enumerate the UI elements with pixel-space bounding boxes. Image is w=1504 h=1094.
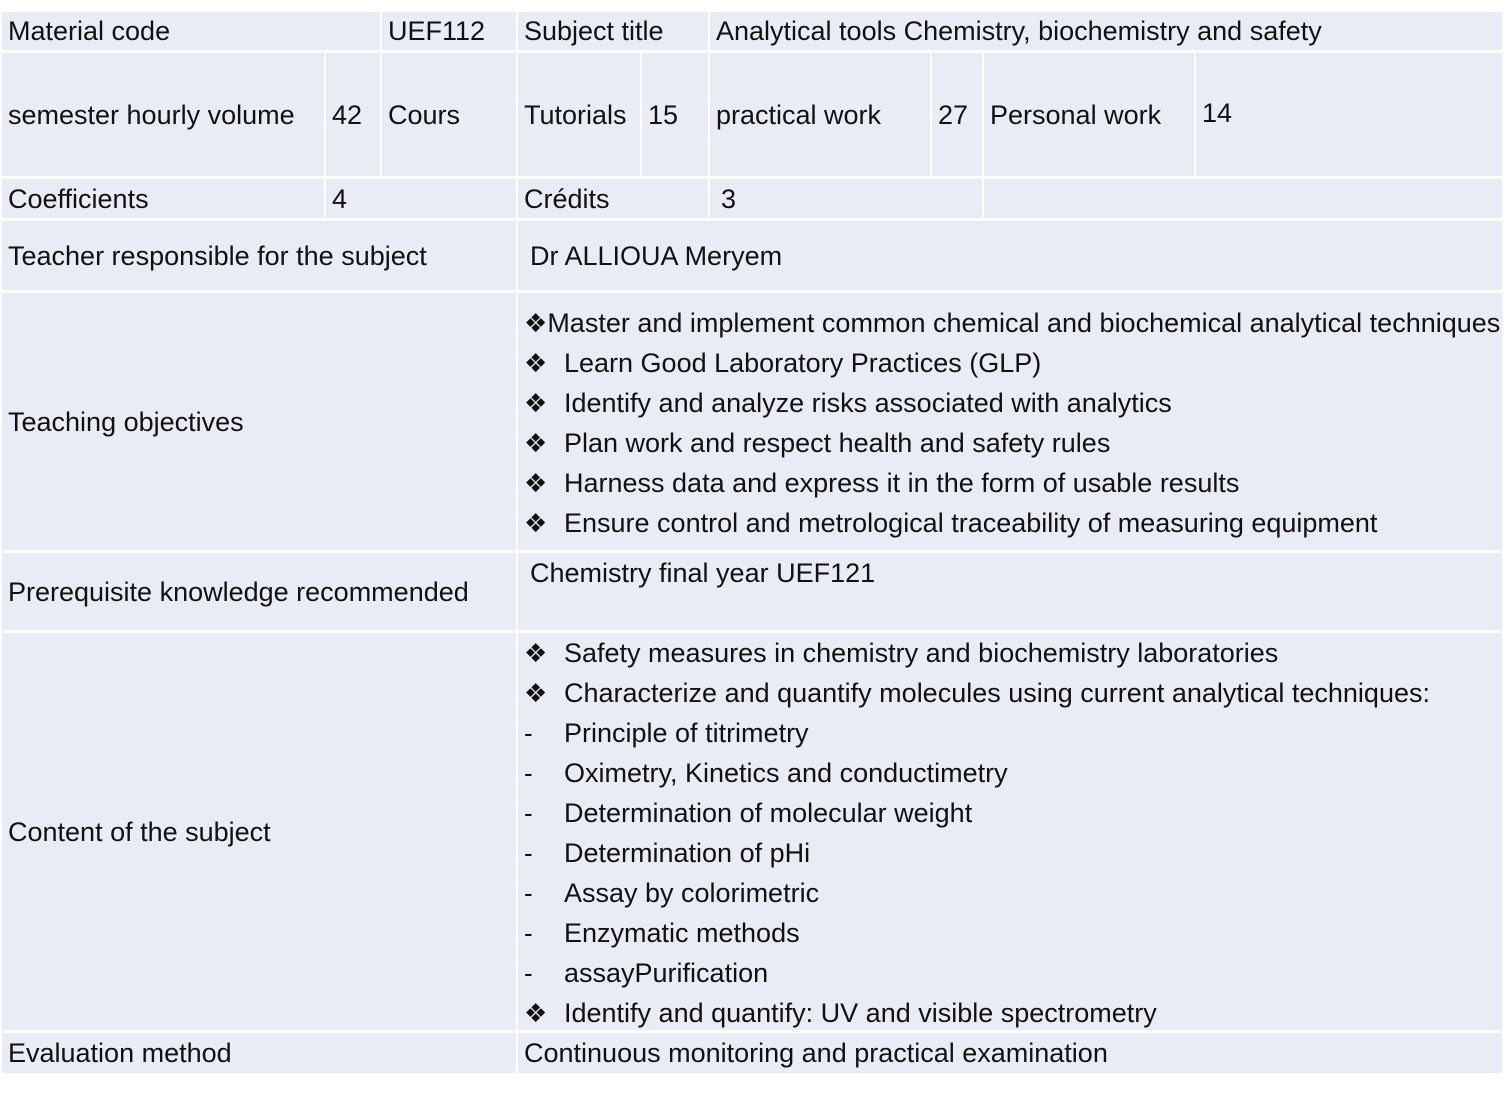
prerequisite-label: Prerequisite knowledge recommended xyxy=(2,553,516,630)
evaluation-value: Continuous monitoring and practical examination xyxy=(518,1033,1502,1073)
list-item-text: Plan work and respect health and safety rules xyxy=(564,428,1111,458)
list-item xyxy=(524,833,1496,873)
cours-label: Cours xyxy=(382,53,516,176)
list-item-text: Principle of titrimetry xyxy=(564,718,809,748)
practical-work-label: practical work xyxy=(710,53,930,176)
diamond-bullet-icon: ❖ xyxy=(524,468,548,498)
teaching-objectives-list xyxy=(518,293,1502,550)
credits-label: Crédits xyxy=(518,179,708,218)
diamond-bullet-icon: ❖ xyxy=(524,388,548,418)
list-item-text: Oximetry, Kinetics and conductimetry xyxy=(564,758,1008,788)
list-item xyxy=(524,913,1496,953)
list-item-text: Learn Good Laboratory Practices (GLP) xyxy=(564,348,1042,378)
diamond-bullet-icon: ❖ xyxy=(524,348,548,378)
dash-bullet-icon: - xyxy=(524,878,533,908)
list-item xyxy=(524,953,1496,993)
list-item xyxy=(524,383,1496,423)
teaching-objectives-label: Teaching objectives xyxy=(2,293,516,550)
diamond-bullet-icon: ❖ xyxy=(524,998,548,1028)
list-item xyxy=(524,993,1496,1030)
coefficients-label: Coefficients xyxy=(2,179,324,218)
dash-bullet-icon: - xyxy=(524,798,533,828)
teacher-value: Dr ALLIOUA Meryem xyxy=(518,221,1502,290)
dash-bullet-icon: - xyxy=(524,718,533,748)
list-item-text: Identify and analyze risks associated with analytics xyxy=(564,388,1172,418)
diamond-bullet-icon: ❖ xyxy=(524,678,548,708)
list-item xyxy=(524,873,1496,913)
empty-cell xyxy=(984,179,1502,218)
list-item xyxy=(524,423,1496,463)
list-item-text: Safety measures in chemistry and biochemistry laboratories xyxy=(564,638,1279,668)
prerequisite-value: Chemistry final year UEF121 xyxy=(518,553,1502,630)
dash-bullet-icon: - xyxy=(524,838,533,868)
list-item xyxy=(524,343,1496,383)
tutorials-label: Tutorials xyxy=(518,53,640,176)
practical-work-value: 27 xyxy=(932,53,982,176)
semester-volume-value: 42 xyxy=(326,53,380,176)
list-item-text: Master and implement common chemical and biochemical analytical techniques xyxy=(547,308,1501,338)
tutorials-value: 15 xyxy=(642,53,708,176)
dash-bullet-icon: - xyxy=(524,958,533,988)
list-item xyxy=(524,673,1496,713)
teacher-label: Teacher responsible for the subject xyxy=(2,221,516,290)
subject-title-value: Analytical tools Chemistry, biochemistry and safety xyxy=(710,12,1502,50)
credits-value: 3 xyxy=(710,179,982,218)
personal-work-value: 14 xyxy=(1196,53,1502,176)
evaluation-label: Evaluation method xyxy=(2,1033,516,1073)
list-item xyxy=(524,713,1496,753)
list-item xyxy=(524,463,1496,503)
coefficients-value: 4 xyxy=(326,179,516,218)
list-item-text: Identify and quantify: UV and visible spectrometry xyxy=(564,998,1157,1028)
list-item-text: Determination of pHi xyxy=(564,838,811,868)
subject-title-label: Subject title xyxy=(518,12,708,50)
diamond-bullet-icon: ❖ xyxy=(524,308,548,338)
personal-work-label: Personal work xyxy=(984,53,1194,176)
content-label: Content of the subject xyxy=(2,633,516,1030)
list-item xyxy=(524,633,1496,673)
list-item xyxy=(524,503,1496,543)
semester-volume-label: semester hourly volume xyxy=(2,53,324,176)
list-item-text: Ensure control and metrological traceability of measuring equipment xyxy=(564,508,1378,538)
material-code-label: Material code xyxy=(2,12,380,50)
dash-bullet-icon: - xyxy=(524,918,533,948)
list-item xyxy=(524,753,1496,793)
list-item-text: Characterize and quantify molecules using current analytical techniques: xyxy=(564,678,1430,708)
list-item-text: Determination of molecular weight xyxy=(564,798,973,828)
content-list xyxy=(518,633,1502,1030)
list-item xyxy=(524,793,1496,833)
diamond-bullet-icon: ❖ xyxy=(524,638,548,668)
diamond-bullet-icon: ❖ xyxy=(524,508,548,538)
list-item-text: Enzymatic methods xyxy=(564,918,800,948)
list-item-text: assayPurification xyxy=(564,958,769,988)
list-item-text: Harness data and express it in the form of usable results xyxy=(564,468,1240,498)
list-item-text: Assay by colorimetric xyxy=(564,878,820,908)
diamond-bullet-icon: ❖ xyxy=(524,428,548,458)
dash-bullet-icon: - xyxy=(524,758,533,788)
list-item xyxy=(524,303,1501,343)
material-code-value: UEF112 xyxy=(382,12,516,50)
